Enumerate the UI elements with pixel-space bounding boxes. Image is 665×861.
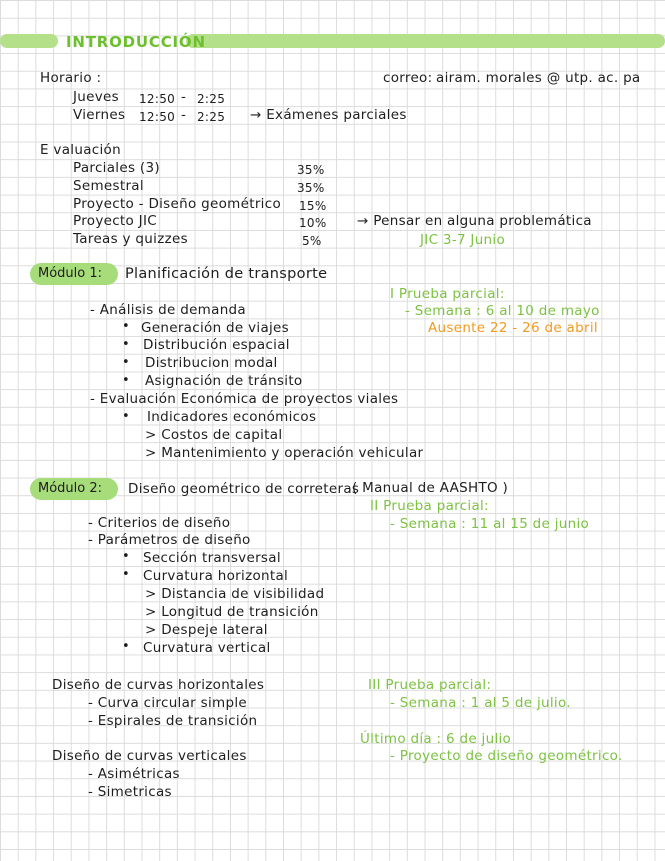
eval-item-4: Proyecto JIC bbox=[73, 213, 157, 229]
correo-label: correo: bbox=[383, 70, 433, 86]
modulo2-badge bbox=[30, 478, 118, 500]
title-bar-left bbox=[0, 34, 58, 48]
correo-value: airam. morales @ utp. ac. pa bbox=[436, 70, 641, 86]
bullet-7: • bbox=[122, 567, 130, 582]
jueves-dash: - bbox=[181, 89, 187, 105]
eval-note: → Pensar en alguna problemática bbox=[357, 213, 592, 229]
modulo1-title: Planificación de transporte bbox=[125, 266, 328, 282]
costos-capital: > Costos de capital bbox=[145, 427, 283, 443]
eval-item-3: Proyecto - Diseño geométrico bbox=[73, 196, 281, 212]
distancia-visibilidad: > Distancia de visibilidad bbox=[145, 586, 325, 602]
bullet-5: • bbox=[122, 409, 130, 424]
viernes-to: 2:25 bbox=[197, 110, 226, 124]
modulo2-badge-label: Módulo 2: bbox=[38, 481, 103, 496]
ultimo-dia: Último día : 6 de julio bbox=[360, 731, 512, 747]
eval-item-1: Parciales (3) bbox=[73, 160, 160, 176]
asimetricas: - Asimétricas bbox=[88, 766, 180, 782]
eval-pct-5: 5% bbox=[302, 234, 322, 248]
viernes-day: Viernes bbox=[73, 107, 126, 123]
parametros: - Parámetros de diseño bbox=[88, 532, 251, 548]
eval-pct-1: 35% bbox=[297, 163, 325, 177]
curvatura-vertical: Curvatura vertical bbox=[143, 640, 271, 656]
analisis-item-4: Asignación de tránsito bbox=[145, 373, 303, 389]
modulo1-badge bbox=[30, 263, 118, 285]
analisis-demanda: - Análisis de demanda bbox=[90, 302, 246, 318]
curvatura-horizontal: Curvatura horizontal bbox=[143, 568, 289, 584]
modulo1-badge-label: Módulo 1: bbox=[38, 266, 103, 281]
modulo2-manual: ( Manual de AASHTO ) bbox=[352, 480, 509, 496]
viernes-from: 12:50 bbox=[139, 110, 176, 124]
bullet-2: • bbox=[122, 337, 130, 352]
viernes-note: → Exámenes parciales bbox=[250, 107, 407, 123]
prueba2-title: II Prueba parcial: bbox=[370, 498, 489, 514]
despeje-lateral: > Despeje lateral bbox=[145, 622, 268, 638]
bullet-8: • bbox=[122, 639, 130, 654]
evaluacion-label: E valuación bbox=[40, 142, 121, 158]
analisis-item-3: Distribucion modal bbox=[145, 355, 278, 371]
bullet-1: • bbox=[122, 319, 130, 334]
prueba1-semana: - Semana : 6 al 10 de mayo bbox=[405, 303, 600, 319]
eval-pct-4: 10% bbox=[299, 216, 327, 230]
eval-pct-3: 15% bbox=[299, 199, 327, 213]
bullet-6: • bbox=[122, 549, 130, 564]
eval-item-5: Tareas y quizzes bbox=[73, 231, 188, 247]
bullet-4: • bbox=[122, 373, 130, 388]
seccion-transversal: Sección transversal bbox=[143, 550, 281, 566]
modulo2-title: Diseño geométrico de correteras bbox=[128, 481, 360, 497]
page-title: INTRODUCCIÓN bbox=[66, 33, 206, 51]
simetricas: - Simetricas bbox=[88, 784, 172, 800]
prueba1-title: I Prueba parcial: bbox=[390, 286, 505, 302]
jueves-to: 2:25 bbox=[197, 92, 226, 106]
analisis-item-1: Generación de viajes bbox=[141, 320, 290, 336]
analisis-item-2: Distribución espacial bbox=[143, 337, 290, 353]
evaluacion-economica: - Evaluación Económica de proyectos viales bbox=[90, 391, 399, 407]
jic-dates: JIC 3-7 Junio bbox=[420, 232, 506, 248]
criterios: - Criterios de diseño bbox=[88, 515, 231, 531]
horizontales-title: Diseño de curvas horizontales bbox=[52, 677, 265, 693]
longitud-transicion: > Longitud de transición bbox=[145, 604, 319, 620]
jueves-day: Jueves bbox=[73, 89, 119, 105]
espirales: - Espirales de transición bbox=[88, 713, 258, 729]
ultimo-item: - Proyecto de diseño geométrico. bbox=[390, 748, 623, 764]
prueba3-semana: - Semana : 1 al 5 de julio. bbox=[390, 695, 571, 711]
mantenimiento: > Mantenimiento y operación vehicular bbox=[145, 445, 424, 461]
title-bar-right bbox=[186, 34, 665, 48]
bullet-3: • bbox=[122, 355, 130, 370]
prueba2-semana: - Semana : 11 al 15 de junio bbox=[390, 516, 590, 532]
prueba3-title: III Prueba parcial: bbox=[368, 677, 492, 693]
eval-pct-2: 35% bbox=[297, 181, 325, 195]
verticales-title: Diseño de curvas verticales bbox=[52, 748, 247, 764]
horario-label: Horario : bbox=[40, 70, 102, 86]
indicadores: Indicadores económicos bbox=[147, 409, 317, 425]
viernes-dash: - bbox=[181, 107, 187, 123]
prueba1-ausente: Ausente 22 - 26 de abril bbox=[428, 320, 598, 336]
jueves-from: 12:50 bbox=[139, 92, 176, 106]
curva-circular: - Curva circular simple bbox=[88, 695, 247, 711]
eval-item-2: Semestral bbox=[73, 178, 144, 194]
